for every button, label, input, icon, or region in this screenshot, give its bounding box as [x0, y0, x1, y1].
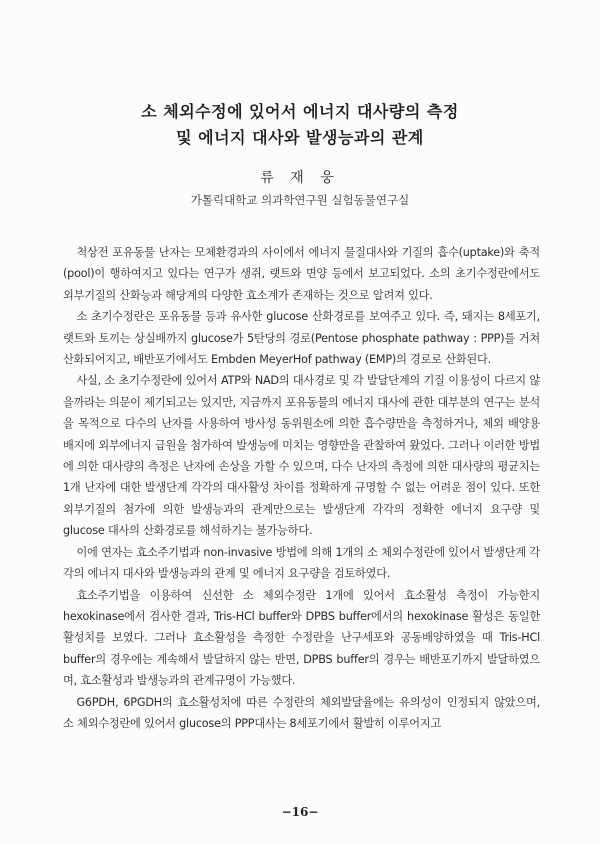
paragraph: 효소주기법을 이용하여 신선한 소 체외수정란 1개에 있어서 효소활성 측정이 가능한지 hexokinase에서 검사한 결과, Tris-HCl buffer와 DPBS buffer에서의 hexokinase 활성은 동일한 활성치를 보였다. 그러나 효소활성을 측정한 수정란을 난구세포와 공동배양하였을 때 Tris-HCl buffer의 경우에는 계속해서 발달하지 않는 반면, DPBS buffer의 경우는 배반포기까지 발달하였으며, 효소활성과 발생능과의 관계규명이 가능했다.	[63, 588, 540, 688]
title-line-2: 및 에너지 대사와 발생능과의 관계	[176, 128, 424, 147]
paragraph: 소 초기수정란은 포유동물 등과 유사한 glucose 산화경로를 보여주고 있다. 즉, 돼지는 8세포기, 랫트와 토끼는 상실배까지 glucose가 5탄당의 경로(Pentose phosphate pathway : PPP)를 거쳐 산화되어지고, 배반포기에서도 Embden MeyerHof pathway (EMP)의 경로로 산화된다.	[63, 310, 540, 367]
paragraph: 이에 연자는 효소주기법과 non-invasive 방법에 의해 1개의 소 체외수정란에 있어서 발생단계 각각의 에너지 대사와 발생능과의 관계 및 에너지 요구량을 검토하였다.	[63, 545, 540, 581]
author-affiliation: 가톨릭대학교 의과학연구원 실험동물연구실	[190, 193, 410, 207]
page-number: −16−	[281, 805, 319, 819]
body-text	[63, 242, 540, 734]
paragraph: 사실, 소 초기수정란에 있어서 ATP와 NAD의 대사경로 및 각 발달단계의 기질 이용성이 다르지 않을까라는 의문이 제기되고는 있지만, 지금까지 포유동물의 에너지 대사에 관한 대부분의 연구는 분석을 목적으로 다수의 난자를 사용하여 방사성 동위원소에 의한 흡수량만을 측정하거나, 체외 배양용 배지에 외부에너지 급원을 첨가하여 발생능에 미치는 영향만을 관찰하여 왔었다. 그러나 이러한 방법에 의한 대사량의 측정은 난자에 손상을 가할 수 있으며, 다수 난자의 측정에 의한 대사량의 평균치는 1개 난자에 대한 발생단계 각각의 대사활성 차이를 정확하게 규명할 수 없는 어려운 점이 있다. 또한 외부기질의 첨가에 의한 발생능과의 관계만으로는 발생단계 각각의 정확한 에너지 요구량 및 glucose 대사의 산화경로를 해석하기는 불가능하다.	[63, 374, 540, 538]
author-name: 류 재 웅	[260, 170, 340, 186]
title-line-1: 소 체외수정에 있어서 에너지 대사량의 측정	[141, 102, 459, 121]
paragraph: G6PDH, 6PGDH의 효소활성치에 따른 수정란의 체외발달율에는 유의성이 인정되지 않았으며, 소 체외수정란에 있어서 glucose의 PPP대사는 8세포기에서 활발히 이루어지고	[63, 695, 540, 730]
paragraph: 척상전 포유동물 난자는 모체환경과의 사이에서 에너지 물질대사와 기질의 흡수(uptake)와 축적(pool)이 행하여지고 있다는 연구가 생쥐, 랫트와 면양 등에서 보고되었다. 소의 초기수정란에서도 외부기질의 산화능과 해당계의 다양한 효소계가 존재하는 것으로 알려져 있다.	[63, 246, 540, 302]
